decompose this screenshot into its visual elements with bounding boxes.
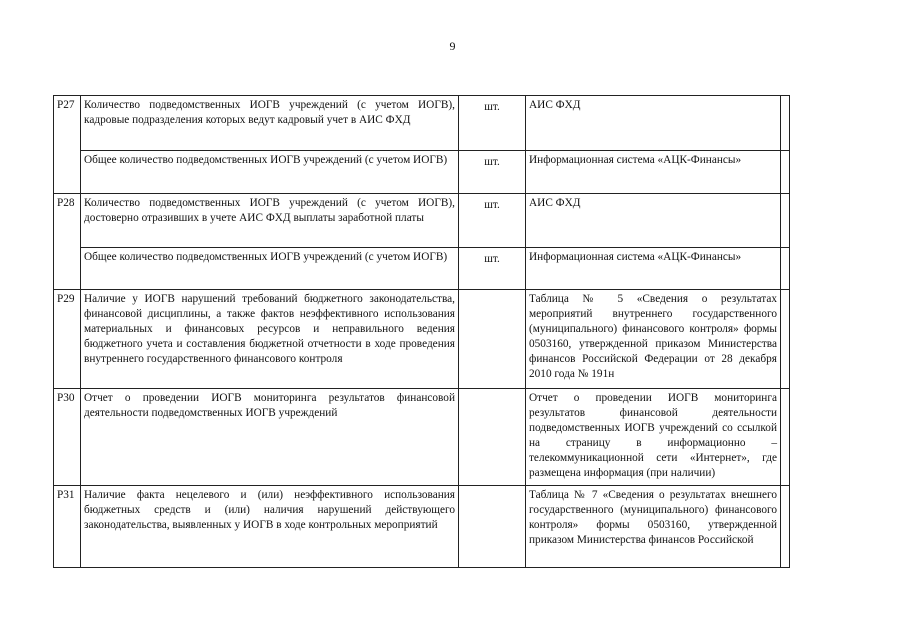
row-code [54, 248, 81, 290]
row-code: P29 [54, 290, 81, 389]
row-description: Общее количество подведомственных ИОГВ учреждений (с учетом ИОГВ) [81, 151, 459, 194]
row-description: Наличие у ИОГВ нарушений требований бюджетного законодательства, финансовой дисциплины, а также фактов неэффективного использования материальных и финансовых ресурсов и неправильного ведения бюджетного учета и составления бюджетной отчетности в ходе проведения внутреннего государственного финансового контроля [81, 290, 459, 389]
row-description: Количество подведомственных ИОГВ учреждений (с учетом ИОГВ), кадровые подразделения которых ведут кадровый учет в АИС ФХД [81, 96, 459, 151]
table-row [54, 389, 790, 486]
row-blank-cell [781, 290, 790, 389]
row-blank-cell [781, 194, 790, 248]
row-description: Общее количество подведомственных ИОГВ учреждений (с учетом ИОГВ) [81, 248, 459, 290]
table-row [54, 194, 790, 248]
row-source: Таблица № 5 «Сведения о результатах мероприятий внутреннего государственного (муниципального) финансового контроля» формы 0503160, утвержденной приказом Министерства финансов Российской Федерации от 28 декабря 2010 года № 191н [526, 290, 781, 389]
row-unit: шт. [459, 151, 526, 194]
row-source: Информационная система «АЦК-Финансы» [526, 151, 781, 194]
row-blank-cell [781, 248, 790, 290]
row-unit: шт. [459, 96, 526, 151]
row-description: Количество подведомственных ИОГВ учреждений (с учетом ИОГВ), достоверно отразивших в учете АИС ФХД выплаты заработной платы [81, 194, 459, 248]
row-unit [459, 290, 526, 389]
row-code: P31 [54, 486, 81, 568]
row-source: Отчет о проведении ИОГВ мониторинга результатов финансовой деятельности подведомственных ИОГВ учреждений со ссылкой на страницу в информационно – телекоммуникационной сети «Интернет», где размещена информация (при наличии) [526, 389, 781, 486]
row-code [54, 151, 81, 194]
row-unit [459, 389, 526, 486]
row-source: АИС ФХД [526, 194, 781, 248]
table-row [54, 248, 790, 290]
table-row [54, 290, 790, 389]
row-code: P30 [54, 389, 81, 486]
row-blank-cell [781, 389, 790, 486]
table-row [54, 151, 790, 194]
row-unit: шт. [459, 248, 526, 290]
row-blank-cell [781, 151, 790, 194]
row-source: АИС ФХД [526, 96, 781, 151]
row-blank-cell [781, 96, 790, 151]
row-source: Таблица № 7 «Сведения о результатах внешнего государственного (муниципального) финансового контроля» формы 0503160, утвержденной приказом Министерства финансов Российской [526, 486, 781, 568]
page-number: 9 [449, 39, 456, 53]
row-code: P28 [54, 194, 81, 248]
indicators-table [53, 95, 790, 568]
row-description: Наличие факта нецелевого и (или) неэффективного использования бюджетных средств и (или) наличия нарушений действующего законодательства, выявленных у ИОГВ в ходе контрольных мероприятий [81, 486, 459, 568]
row-source: Информационная система «АЦК-Финансы» [526, 248, 781, 290]
row-code: P27 [54, 96, 81, 151]
row-unit: шт. [459, 194, 526, 248]
table-row [54, 486, 790, 568]
row-blank-cell [781, 486, 790, 568]
row-unit [459, 486, 526, 568]
row-description: Отчет о проведении ИОГВ мониторинга результатов финансовой деятельности подведомственных ИОГВ учреждений [81, 389, 459, 486]
table-row [54, 96, 790, 151]
